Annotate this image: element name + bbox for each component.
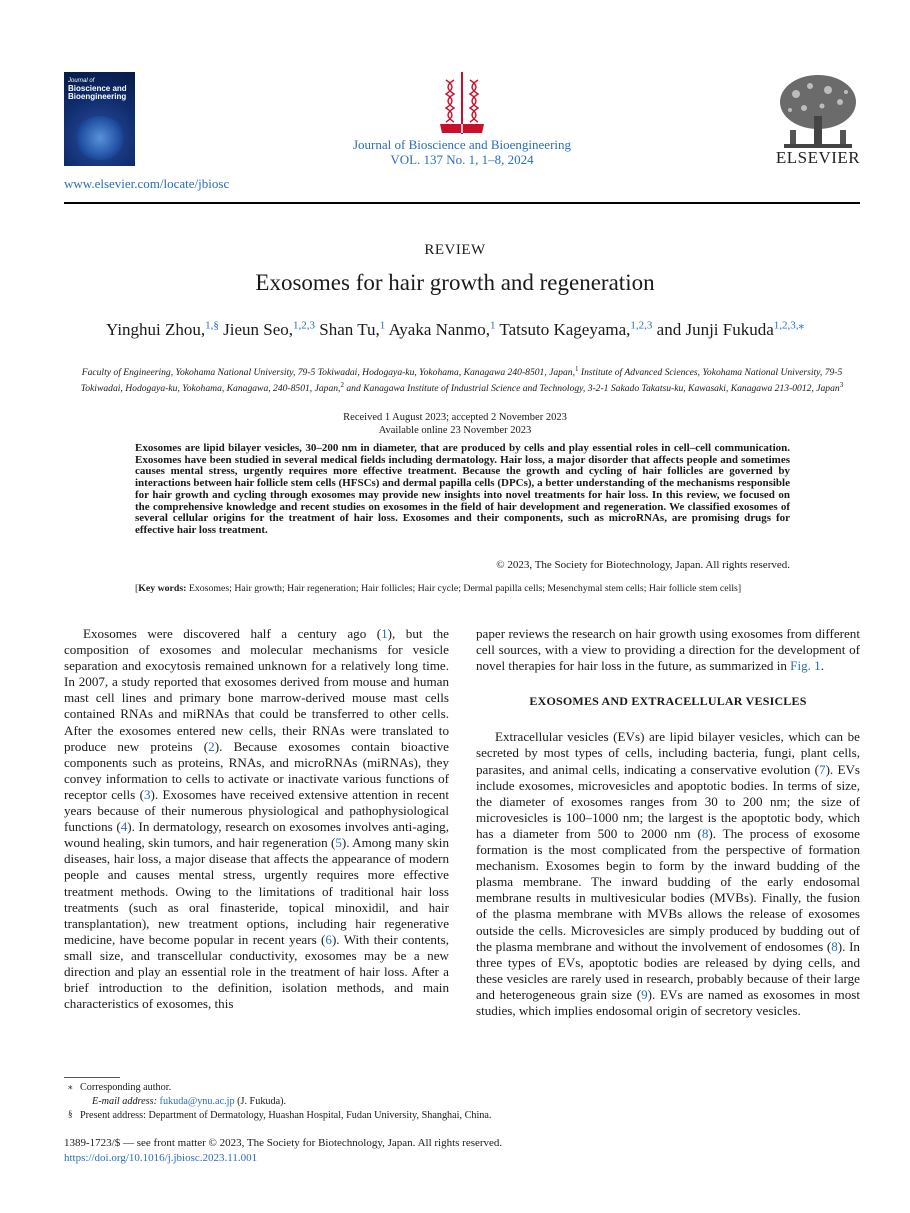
reference-link[interactable]: 5 — [335, 835, 342, 851]
footnote-corresponding — [64, 1081, 860, 1095]
received-date: Received 1 August 2023; accepted 2 November 2023 — [343, 412, 567, 423]
author — [223, 320, 315, 339]
author — [657, 320, 804, 339]
reference-link[interactable]: 1 — [381, 626, 388, 641]
keywords-list: Exosomes; Hair growth; Hair regeneration; Hair follicles; Hair cycle; Dermal papilla cells; Mesenchymal stem cells; Hair follicle stem cells] — [186, 583, 742, 594]
affiliations — [64, 363, 860, 395]
reference-link[interactable]: 7 — [819, 761, 826, 777]
footnote-marker: § — [68, 1109, 73, 1119]
journal-citation[interactable] — [300, 137, 624, 167]
elsevier-tree-logo-icon — [776, 72, 860, 150]
journal-volume[interactable]: VOL. 137 No. 1, 1–8, 2024 — [390, 152, 534, 167]
cover-image-icon — [74, 116, 126, 160]
affiliation-text: Institute of Advanced Sciences, Yokohama National University, 79-5 Tokiwadai, Hodogaya-ku, Yokohama, Kanagawa, 240-8501, Japan, — [80, 367, 843, 395]
paragraph: Extracellular vesicles (EVs) are lipid bilayer vesicles, which can be secreted by most types of cells, including bacteria, fungi, plant cells, parasites, and animal cells, indicating a conservative evolution (7). EVs include exosomes, microvesicles and apoptotic bodies. In terms of size, the diameter of exosomes ranges from 30 to 200 nm; the size of microvesicles is 100–1000 nm; the largest is the apoptotic body, which has a diameter from 500 to 2000 nm (8). The process of exosome formation is the most complicated from the perspective of formation mechanism. Exosomes begin to form by the inward budding of the plasma membrane. The inward budding of the early endosomal membrane results in multivesicular bodies (MVBs). Finally, the fusion of the plasma membrane with MVBs allows the release of exosomes outside the cells. Microvesicles are simply produced by budding out of the plasma membrane and without the involvement of endosomes (8). In three types of EVs, apoptotic bodies are released by dying cells, and these vesicles are rarely used in research, probably because of their large and heterogeneous grain size (9). EVs are named as exosomes in most studies, which implies endosomal origin of secretory vesicles. — [476, 729, 860, 1018]
affiliation-marker: 3 — [839, 381, 844, 390]
author-list — [0, 318, 910, 340]
author-affiliation-link[interactable]: 1,2,3,⁎ — [773, 319, 805, 331]
footnote-present-address — [64, 1109, 860, 1123]
article-history — [0, 411, 910, 437]
email-link[interactable]: fukuda@ynu.ac.jp — [159, 1096, 235, 1107]
reference-link[interactable]: 2 — [208, 738, 215, 754]
reference-link[interactable]: 4 — [120, 819, 128, 835]
body-column-right — [476, 626, 860, 1019]
affiliation-text: Faculty of Engineering, Yokohama National University, 79-5 Tokiwadai, Hodogaya-ku, Yokohama, Kanagawa 240-8501, Japan, — [81, 367, 575, 379]
section-heading: EXOSOMES AND EXTRACELLULAR VESICLES — [529, 694, 807, 709]
footnotes — [64, 1081, 860, 1123]
article-title: Exosomes for hair growth and regeneration — [255, 270, 655, 295]
footnote-text: Present address: Department of Dermatology, Huashan Hospital, Fudan University, Shanghai, China. — [80, 1110, 492, 1121]
author-name: Jieun Seo, — [223, 319, 294, 339]
email-suffix: (J. Fukuda). — [234, 1096, 287, 1107]
paragraph: Exosomes were discovered half a century ago (1), but the composition of exosomes and molecular mechanisms for vesicle separation and exocytosis remained unknown for a relatively long time. In 2007, a study reported that exosomes derived from mouse and human mast cell lines and primary bone marrow-derived mouse mast cells contained RNAs and miRNAs that could be transferred to other cells. After the exosomes entered new cells, their RNAs were translated to produce new proteins (2). Because exosomes contain bioactive components such as proteins, RNAs, and microRNAs (miRNAs), they convey information to cells to activate or inactivate various functions of receptor cells (3). Exosomes have received extensive attention in recent years because of their numerous physiological and pathophysiological functions (4). In dermatology, research on exosomes involves anti-aging, wound healing, skin tumors, and hair regeneration (5). Among many skin diseases, hair loss, a major disease that affects the appearance of modern people and causes mental stress, urgently requires more effective treatment methods. Owing to the limitations of traditional hair loss treatments (such as oral finasteride, topical minoxidil, and hair transplantation), new treatment options, including hair regenerative medicine, have become popular in recent years (6). With their contents, small size, and transcellular conductivity, exosomes may be a new direction and play an essential role in the treatment of hair loss. After a brief introduction to the definition, isolation methods, and main characteristics of exosomes, this — [64, 626, 449, 1012]
journal-name[interactable]: Journal of Bioscience and Bioengineering — [352, 137, 572, 152]
reference-link[interactable]: 6 — [325, 931, 332, 947]
footnote-text: Corresponding author. — [80, 1082, 172, 1093]
author-name: Ayaka Nanmo, — [388, 319, 490, 339]
cover-line-2: Bioscience and — [68, 84, 127, 93]
paragraph: paper reviews the research on hair growth using exosomes from different cell sources, with a view to providing a direction for the development of novel therapies for hair loss in the future, as summarized in Fig. 1. — [476, 626, 860, 674]
affiliation-marker: 1 — [574, 365, 579, 373]
keywords: [Key words: Exosomes; Hair growth; Hair regeneration; Hair follicles; Hair cycle; Dermal papilla cells; Mesenchymal stem cells; Hair follicle stem cells] — [135, 583, 742, 594]
author — [389, 320, 496, 339]
figure-link[interactable]: Fig. 1 — [790, 658, 821, 674]
affiliation-marker: 2 — [340, 381, 344, 390]
keywords-label: Key words: — [138, 583, 187, 594]
affiliation-text: and Kanagawa Institute of Industrial Science and Technology, 3-2-1 Sakado Takatsu-ku, Kawasaki, Kanagawa 213-0012, Japan — [343, 383, 840, 395]
abstract: Exosomes are lipid bilayer vesicles, 30–200 nm in diameter, that are produced by cells and play essential roles in cell–cell communication. Exosomes have been studied in several medical fields including dermatology. Hair loss, a major disorder that affects people and sometimes causes mental stress, urgently requires more effective treatment. Because the growth and cycling of hair follicles are governed by interactions between hair follicle stem cells (HFSCs) and dermal papilla cells (DPCs), a better understanding of the mechanisms responsible for hair growth and cycling through exosomes may provide new insights into novel treatments for hair loss. In this review, we focused on the comprehensive knowledge and recent studies on exosomes in the field of hair development and regeneration. We classified exosomes of several cellular origins for the treatment of hair loss. Exosomes and their components, such as microRNAs, are promising drugs for effective hair loss treatment. — [135, 442, 790, 536]
abstract-copyright: © 2023, The Society for Biotechnology, Japan. All rights reserved. — [496, 559, 790, 571]
reference-link[interactable]: 8 — [831, 938, 838, 954]
author-affiliation-link[interactable]: 1,2,3 — [293, 319, 316, 331]
reference-link[interactable]: 9 — [641, 986, 648, 1002]
author-name: Shan Tu, — [319, 319, 380, 339]
cover-line-3: Bioengineering — [68, 92, 127, 101]
author — [319, 320, 385, 339]
author-affiliation-link[interactable]: 1,2,3 — [630, 319, 653, 331]
author-affiliation-link[interactable]: 1 — [379, 319, 386, 331]
footnote-divider — [64, 1077, 120, 1078]
publisher-wordmark: ELSEVIER — [775, 148, 861, 167]
jbb-logo-icon — [436, 72, 488, 136]
author — [106, 320, 219, 339]
email-label: E-mail address: — [92, 1096, 157, 1107]
footnote-marker: ⁎ — [68, 1081, 73, 1091]
header-divider — [64, 202, 860, 204]
issn-line: 1389-1723/$ — see front matter © 2023, The Society for Biotechnology, Japan. All rights reserved. — [64, 1137, 503, 1149]
online-date: Available online 23 November 2023 — [378, 425, 532, 436]
doi-link[interactable]: https://doi.org/10.1016/j.jbiosc.2023.11.001 — [64, 1152, 258, 1164]
author-name: and Junji Fukuda — [656, 319, 774, 339]
cover-line-1: Journal of — [68, 78, 95, 84]
reference-link[interactable]: 8 — [701, 825, 709, 841]
body-column-left — [64, 626, 449, 1012]
author-name: Yinghui Zhou, — [105, 319, 206, 339]
footnote-email — [64, 1095, 860, 1109]
article-type: REVIEW — [424, 242, 486, 258]
reference-link[interactable]: 3 — [143, 786, 151, 802]
author — [499, 320, 652, 339]
author-affiliation-link[interactable]: 1 — [489, 319, 496, 331]
journal-cover-thumbnail[interactable] — [64, 72, 135, 166]
journal-homepage-link[interactable]: www.elsevier.com/locate/jbiosc — [64, 176, 230, 191]
author-affiliation-link[interactable]: 1,§ — [205, 319, 219, 331]
author-name: Tatsuto Kageyama, — [499, 319, 631, 339]
article-footer — [64, 1136, 860, 1166]
